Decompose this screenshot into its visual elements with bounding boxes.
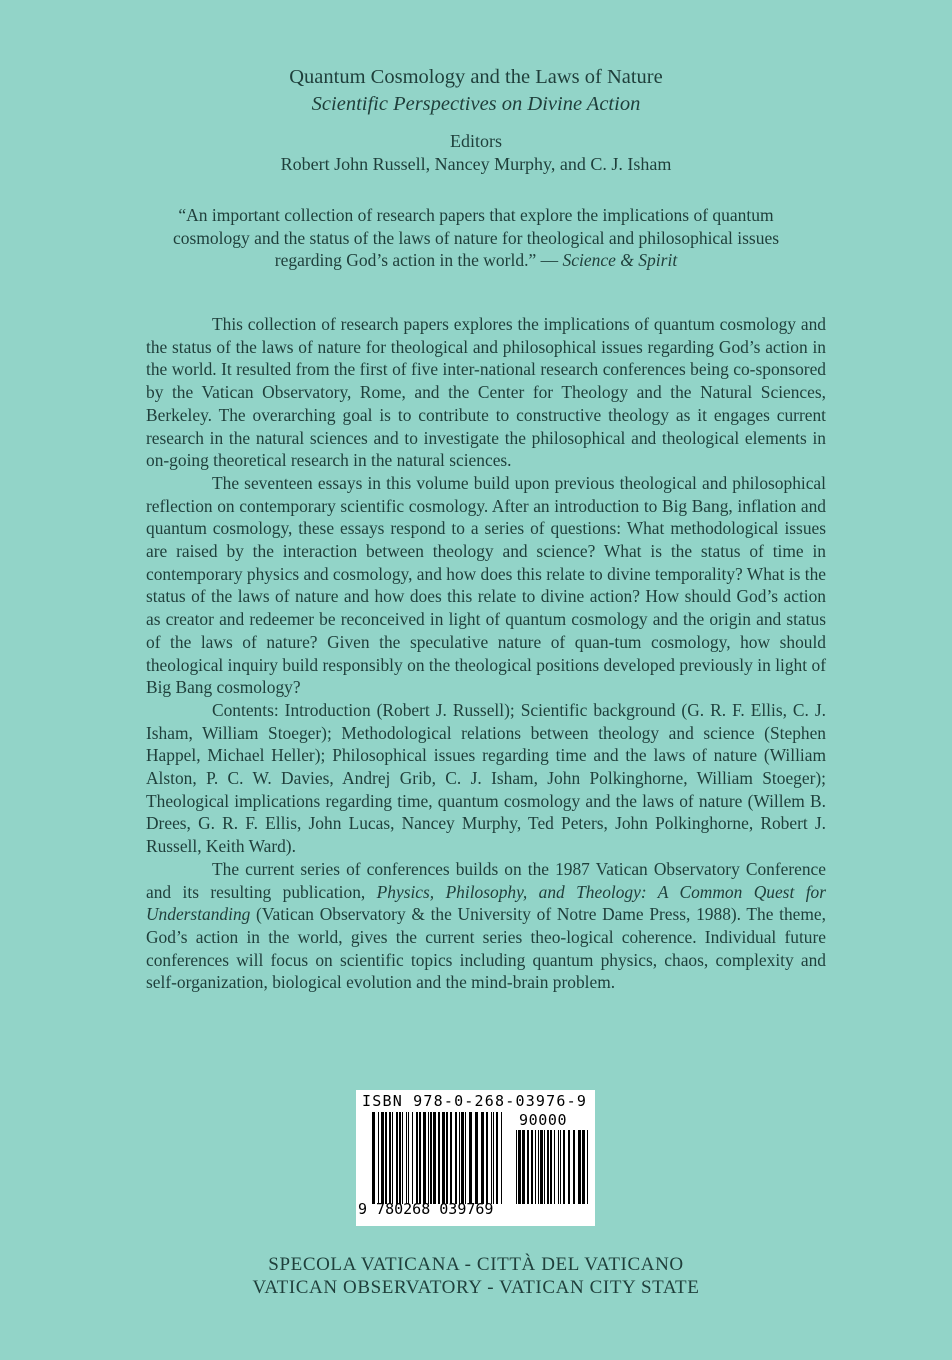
barcode-bar (554, 1130, 555, 1204)
barcode-bar (465, 1112, 466, 1204)
barcode-bar (469, 1112, 472, 1204)
barcode-bar (378, 1112, 379, 1204)
barcode-bar (486, 1112, 488, 1204)
quote-source: Science & Spirit (562, 250, 678, 270)
barcode-bar (560, 1130, 561, 1204)
barcode-bar (475, 1112, 478, 1204)
barcode-bar (406, 1112, 407, 1204)
barcode-bar (392, 1112, 393, 1204)
barcode-bar (538, 1130, 539, 1204)
paragraph-2: The seventeen essays in this volume build upon previous theological and philosophical reflection on contemporary scientific cosmology. After an introduction to Big Bang, inflation and quantum cosmology, these essays respond to a series of questions: What methodological issues are raised by the interaction between theology and science? What is the status of time in contemporary physics and cosmology, and how does this relate to divine temporality? What is the status of the laws of nature and how does this relate to divine action? How should God’s action as creator and redeemer be reconceived in light of quantum cosmology and the origin and status of the laws of nature? Given the speculative nature of quan-tum cosmology, how should theological inquiry build responsibly on the theological positions developed previously in light of Big Bang cosmology? (146, 472, 827, 698)
barcode-bar (408, 1112, 409, 1204)
barcode-bar (396, 1112, 398, 1204)
barcode-bar (402, 1112, 403, 1204)
publisher-line-2: VATICAN OBSERVATORY - VATICAN CITY STATE (252, 1277, 700, 1298)
barcode-bar (423, 1112, 426, 1204)
barcode-bar (582, 1130, 585, 1204)
barcode-bar (442, 1112, 445, 1204)
barcode-bar (459, 1112, 460, 1204)
isbn-text: ISBN 978-0-268-03976-9 (362, 1092, 588, 1110)
barcode-bar (416, 1112, 418, 1204)
ean-digits: 9 780268 039769 (358, 1200, 494, 1218)
barcode-bar (563, 1130, 565, 1204)
barcode-bar (381, 1112, 384, 1204)
barcode-bar (518, 1130, 521, 1204)
barcode-bar (412, 1112, 413, 1204)
barcode-bar (535, 1130, 536, 1204)
barcode-bar (389, 1112, 391, 1204)
barcode-bar (568, 1130, 570, 1204)
barcode-bar (550, 1130, 552, 1204)
barcode-bar (544, 1130, 545, 1204)
barcode-bar (461, 1112, 464, 1204)
referenced-book-title: Physics, Philosophy, and Theology: A Common Quest for Understanding (146, 881, 826, 925)
isbn-barcode (356, 1090, 595, 1226)
barcode-bar (501, 1112, 502, 1204)
paragraph-1: This collection of research papers explores the implications of quantum cosmology and the status of the laws of nature for theological and philosophical issues regarding God’s action in the world. It resulted from the first of five inter-national research conferences being co-sponsored by the Vatican Observatory, Rome, and the Center for Theology and the Natural Sciences, Berkeley. The overarching goal is to contribute to constructive theology as it engages current research in the natural sciences and to investigate the philosophical and theological elements in on-going theoretical research in the natural sciences. (146, 314, 826, 471)
barcode-bar (573, 1130, 575, 1204)
publisher-line-1: SPECOLA VATICANA - CITTÀ DEL VATICANO (268, 1254, 684, 1275)
barcode-bar (587, 1130, 588, 1204)
barcode-bar (446, 1112, 448, 1204)
barcode-bar (481, 1112, 484, 1204)
barcode-bar (438, 1112, 440, 1204)
barcode-bar (399, 1112, 401, 1204)
barcode-bar (385, 1112, 387, 1204)
review-quote (150, 204, 802, 272)
paragraph-4-after: (Vatican Observatory & the University of Notre Dame Press, 1988). The theme, God’s action in the world, gives the current series theo-logical coherence. Individual future conferences will focus on scientific topics including quantum physics, chaos, complexity and self-organization, biological evolution and the mind-brain problem. (146, 904, 826, 993)
barcode-bar (491, 1112, 492, 1204)
barcode-bar (547, 1130, 549, 1204)
editors-label: Editors (450, 131, 502, 151)
barcode-bar (516, 1130, 517, 1204)
description-body (146, 313, 826, 994)
barcode-bar (558, 1130, 559, 1204)
barcode-bar (430, 1112, 432, 1204)
barcode-bar (450, 1112, 452, 1204)
barcode-bar (540, 1130, 543, 1204)
barcode-bar (428, 1112, 429, 1204)
paragraph-3: Contents: Introduction (Robert J. Russell); Scientific background (G. R. F. Ellis, C. J. Isham, William Stoeger); Methodological relations between theology and science (Stephen Happel, Michael Heller); Philosophical issues regarding time and the laws of nature (William Alston, P. C. W. Davies, Andrej Grib, C. J. Isham, John Polkinghorne, William Stoeger); Theological implications regarding time, quantum cosmology and the laws of nature (Willem B. Drees, G. R. F. Ellis, John Lucas, Nancey Murphy, Ted Peters, John Polkinghorne, Robert J. Russell, Keith Ward). (146, 699, 826, 857)
barcode-bar (578, 1130, 581, 1204)
book-title: Quantum Cosmology and the Laws of Nature (289, 66, 663, 88)
barcode-bar (527, 1130, 529, 1204)
barcode-bar (531, 1130, 533, 1204)
paragraph-4 (146, 858, 826, 994)
barcode-bar (496, 1112, 498, 1204)
barcode-bar (433, 1112, 436, 1204)
barcode-bar (455, 1112, 457, 1204)
book-subtitle: Scientific Perspectives on Divine Action (311, 93, 641, 115)
barcode-bar (493, 1112, 494, 1204)
barcode-bar (419, 1112, 421, 1204)
barcode-bar (372, 1112, 375, 1204)
quote-text: “An important collection of research papers that explore the implications of quantum cosmology and the status of the laws of nature for theological and philosophical issues regarding God’s action in the world.” — (172, 205, 780, 270)
paragraph-4-before: The current series of conferences builds on the 1987 Vatican Observatory Conference and its resulting publication, (146, 858, 826, 902)
price-addon-text: 90000 (519, 1111, 568, 1129)
editors-names: Robert John Russell, Nancey Murphy, and C. J. Isham (280, 154, 672, 174)
barcode-bar (522, 1130, 525, 1204)
